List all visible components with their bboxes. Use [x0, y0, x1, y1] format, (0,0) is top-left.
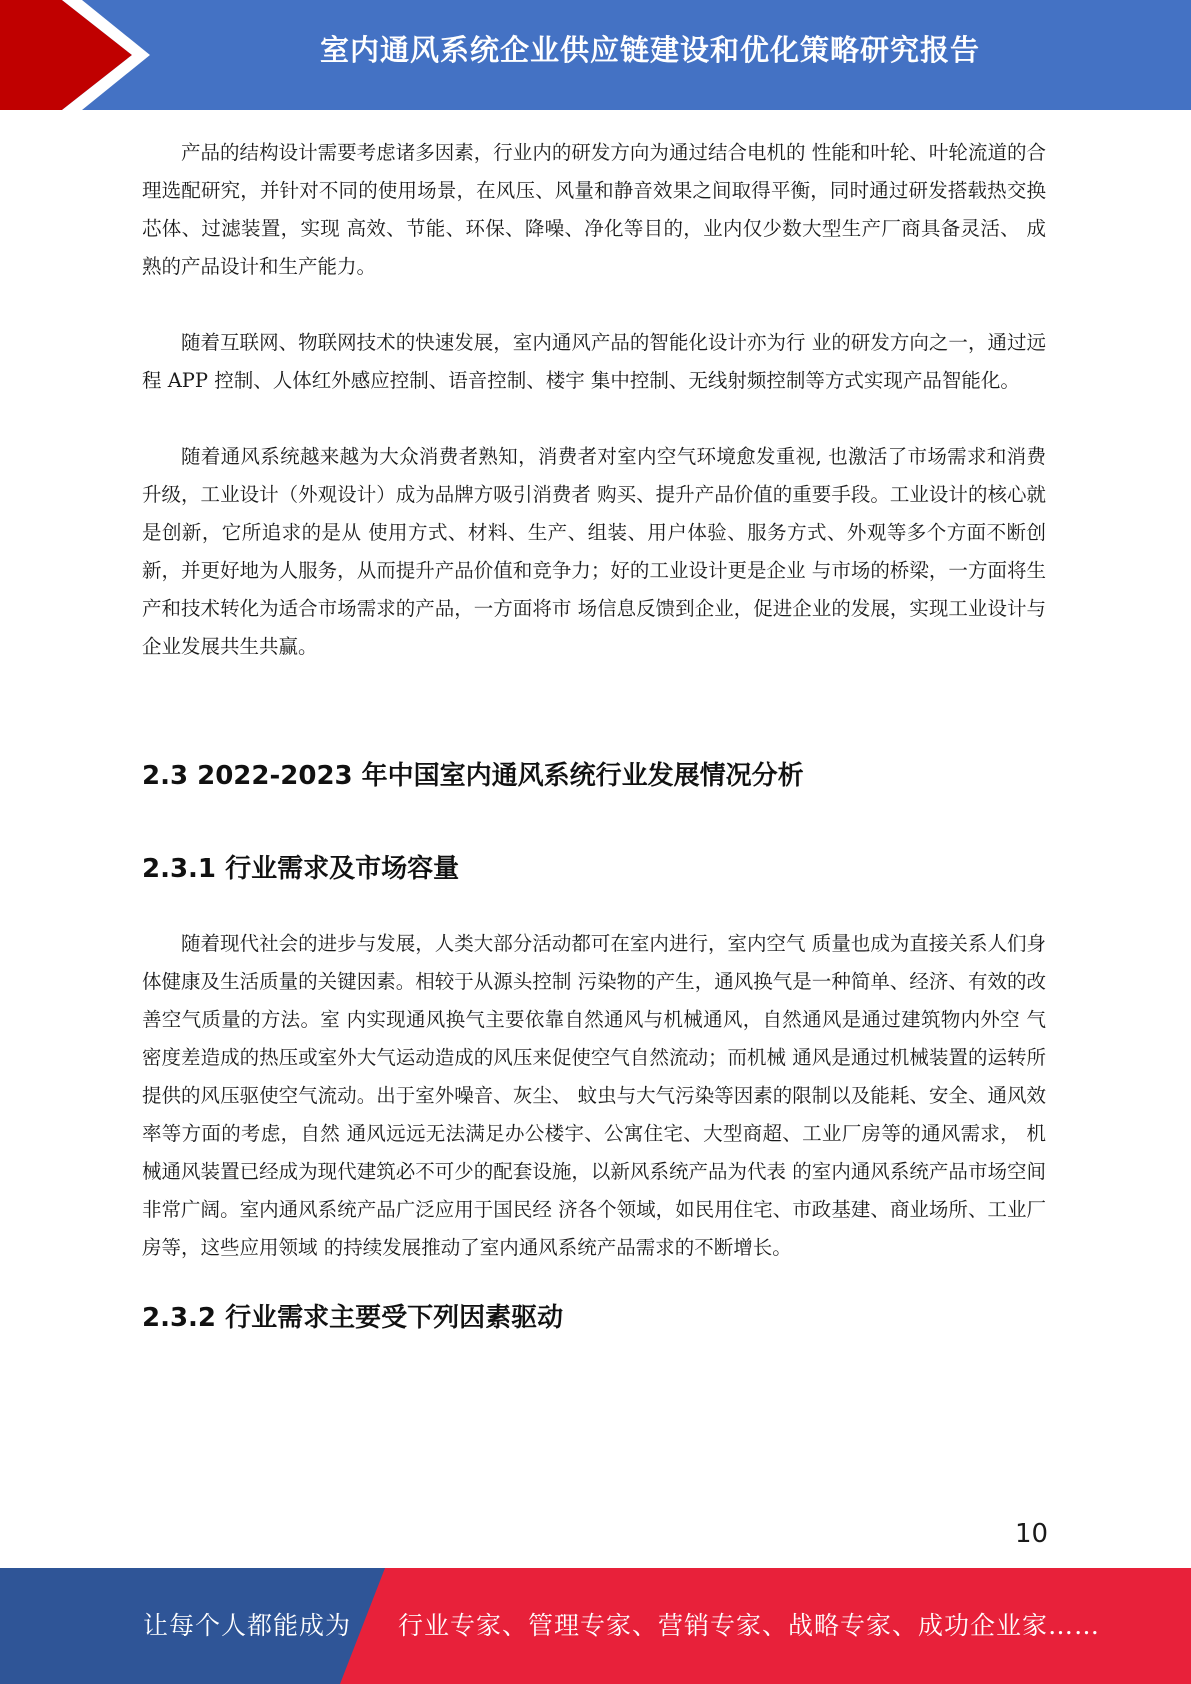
paragraph-market-demand: 随着现代社会的进步与发展，人类大部分活动都可在室内进行，室内空气 质量也成为直接关系人们身体健康及生活质量的关键因素。相较于从源头控制 污染物的产生，通风换气是一种简单、经济、有效的改善空气质量的方法。室 内实现通风换气主要依靠自然通风与机械通风，自然通风是通过建筑物内外空 气密度差造成的热压或室外大气运动造成的风压来促使空气自然流动；而机械 通风是通过机械装置的运转所提供的风压驱使空气流动。出于室外噪音、灰尘、 蚊虫与大气污染等因素的限制以及能耗、安全、通风效率等方面的考虑，自然 通风远远无法满足办公楼宇、公寓住宅、大型商超、工业厂房等的通风需求， 机械通风装置已经成为现代建筑必不可少的配套设施，以新风系统产品为代表 的室内通风系统产品市场空间非常广阔。室内通风系统产品广泛应用于国民经 济各个领域，如民用住宅、市政基建、商业场所、工业厂房等，这些应用领域 的持续发展推动了室内通风系统产品需求的不断增长。 [142, 932, 1046, 1259]
paragraph-smart-design: 随着互联网、物联网技术的快速发展，室内通风产品的智能化设计亦为行 业的研发方向之一，通过远程 APP 控制、人体红外感应控制、语音控制、楼宇 集中控制、无线射频控制等方式实现产品智能化。 [142, 331, 1046, 392]
page-content [142, 134, 1046, 1334]
page-footer [0, 1568, 1191, 1684]
section-heading-2-3-1: 2.3.1 行业需求及市场容量 [142, 854, 460, 884]
page-number: 10 [1015, 1519, 1049, 1549]
section-heading-2-3: 2.3 2022-2023 年中国室内通风系统行业发展情况分析 [142, 761, 804, 791]
footer-slogan-right: 行业专家、管理专家、营销专家、战略专家、成功企业家…… [398, 1611, 1101, 1640]
report-title: 室内通风系统企业供应链建设和优化策略研究报告 [319, 33, 980, 67]
paragraph-industrial-design: 随着通风系统越来越为大众消费者熟知，消费者对室内空气环境愈发重视, 也激活了市场需求和消费升级，工业设计（外观设计）成为品牌方吸引消费者 购买、提升产品价值的重要手段。工业设计的核心就是创新，它所追求的是从 使用方式、材料、生产、组装、用户体验、服务方式、外观等多个方面不断创 新，并更好地为人服务，从而提升产品价值和竞争力；好的工业设计更是企业 与市场的桥梁，一方面将生产和技术转化为适合市场需求的产品，一方面将市 场信息反馈到企业，促进企业的发展，实现工业设计与企业发展共生共赢。 [142, 445, 1046, 658]
section-heading-2-3-2: 2.3.2 行业需求主要受下列因素驱动 [142, 1303, 564, 1333]
paragraph-product-structure: 产品的结构设计需要考虑诸多因素，行业内的研发方向为通过结合电机的 性能和叶轮、叶轮流道的合理选配研究，并针对不同的使用场景，在风压、风量和静音效果之间取得平衡，同时通过研发搭载热交换芯体、过滤装置，实现 高效、节能、环保、降噪、净化等目的，业内仅少数大型生产厂商具备灵活、 成熟的产品设计和生产能力。 [142, 141, 1046, 278]
footer-slogan-left: 让每个人都能成为 [143, 1611, 352, 1640]
page-header [0, 0, 1191, 110]
